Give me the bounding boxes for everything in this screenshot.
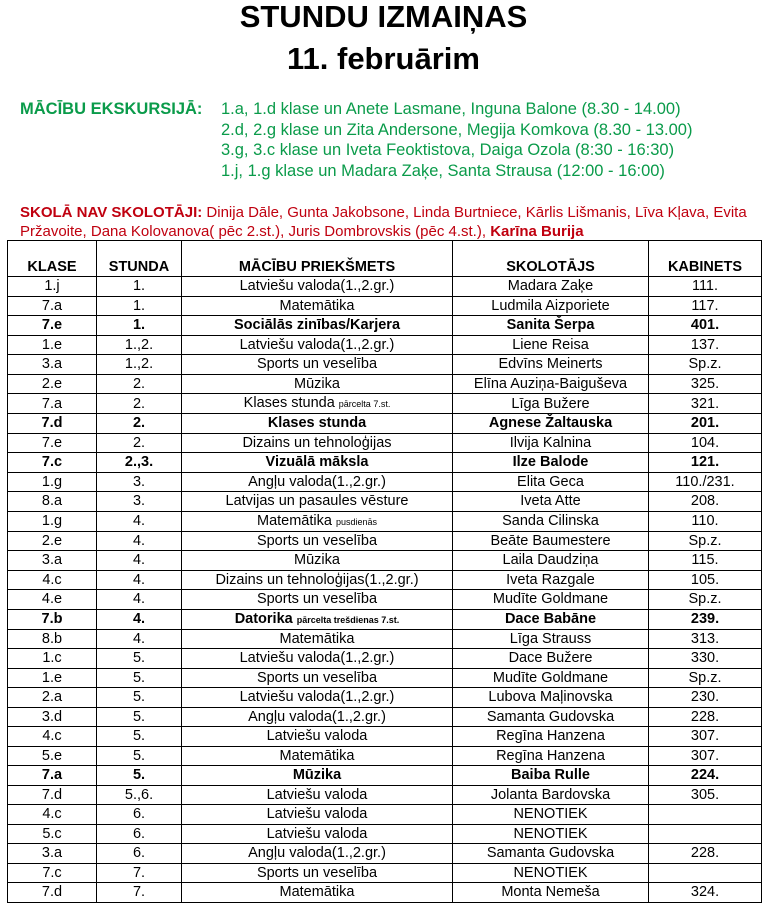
- subject-text: Datorika: [234, 610, 293, 627]
- cell-teacher: Madara Zaķe: [453, 277, 649, 297]
- cell-stunda: 5.: [97, 649, 182, 669]
- cell-teacher: Regīna Hanzena: [453, 727, 649, 747]
- subject-text: Latviešu valoda: [266, 786, 368, 803]
- header-teacher: SKOLOTĀJS: [453, 241, 649, 277]
- cell-stunda: 5.: [97, 688, 182, 708]
- date-heading: 11. februārim: [287, 41, 480, 76]
- cell-klase: 7.a: [8, 394, 97, 414]
- cell-teacher: Līga Bužere: [453, 394, 649, 414]
- cell-room: 208.: [649, 492, 762, 512]
- cell-stunda: 1.,2.: [97, 335, 182, 355]
- subject-text: Matemātika: [279, 630, 355, 647]
- table-row: [8, 570, 762, 590]
- cell-teacher: Liene Reisa: [453, 335, 649, 355]
- cell-subject: [182, 629, 453, 649]
- cell-room: 324.: [649, 883, 762, 903]
- cell-teacher: Beāte Baumestere: [453, 531, 649, 551]
- header-subject: MĀCĪBU PRIEKŠMETS: [182, 241, 453, 277]
- cell-stunda: 1.: [97, 316, 182, 336]
- cell-room: 115.: [649, 551, 762, 571]
- cell-subject: [182, 824, 453, 844]
- subject-text: Matemātika: [279, 747, 355, 764]
- cell-teacher: Ilvija Kalnina: [453, 433, 649, 453]
- subject-text: Sociālās zinības/Karjera: [233, 317, 401, 334]
- cell-klase: 3.a: [8, 844, 97, 864]
- table-row: [8, 649, 762, 669]
- cell-subject: [182, 805, 453, 825]
- cell-room: Sp.z.: [649, 531, 762, 551]
- cell-klase: 1.e: [8, 335, 97, 355]
- table-row: [8, 394, 762, 414]
- cell-stunda: 5.: [97, 727, 182, 747]
- excursion-line: 2.d, 2.g klase un Zita Andersone, Megija Komkova (8.30 - 13.00): [221, 120, 693, 139]
- subject-text: Mūzika: [292, 767, 342, 784]
- cell-teacher: NENOTIEK: [453, 805, 649, 825]
- cell-teacher: Sanda Cilinska: [453, 511, 649, 531]
- subject-text: Sports un veselība: [256, 864, 378, 881]
- subject-text: Matemātika: [279, 297, 355, 314]
- table-row: [8, 863, 762, 883]
- cell-teacher: Regīna Hanzena: [453, 746, 649, 766]
- cell-room: 105.: [649, 570, 762, 590]
- cell-room: Sp.z.: [649, 590, 762, 610]
- cell-klase: 7.e: [8, 316, 97, 336]
- table-row: [8, 766, 762, 786]
- table-row: [8, 472, 762, 492]
- cell-klase: 4.c: [8, 570, 97, 590]
- cell-subject: [182, 883, 453, 903]
- table-body: [8, 277, 762, 903]
- cell-klase: 1.g: [8, 511, 97, 531]
- table-row: [8, 531, 762, 551]
- cell-subject: [182, 688, 453, 708]
- subject-text: Sports un veselība: [256, 669, 378, 686]
- table-row: [8, 844, 762, 864]
- table-row: [8, 746, 762, 766]
- header-stunda: STUNDA: [97, 241, 182, 277]
- cell-room: [649, 863, 762, 883]
- subject-text: Matemātika: [256, 512, 332, 529]
- cell-klase: 7.d: [8, 414, 97, 434]
- cell-teacher: Dace Babāne: [453, 609, 649, 629]
- cell-teacher: Iveta Razgale: [453, 570, 649, 590]
- table-row: [8, 688, 762, 708]
- cell-room: 313.: [649, 629, 762, 649]
- cell-room: Sp.z.: [649, 355, 762, 375]
- subject-text: Latviešu valoda: [266, 806, 368, 823]
- absent-label: SKOLĀ NAV SKOLOTĀJI:: [20, 204, 203, 221]
- subject-text: Matemātika: [279, 884, 355, 901]
- table-row: [8, 374, 762, 394]
- cell-klase: 1.c: [8, 649, 97, 669]
- subject-text: Latviešu valoda(1.,2.gr.): [239, 689, 395, 706]
- cell-teacher: Elita Geca: [453, 472, 649, 492]
- cell-room: 325.: [649, 374, 762, 394]
- cell-room: 228.: [649, 844, 762, 864]
- cell-stunda: 4.: [97, 511, 182, 531]
- subject-text: Sports un veselība: [256, 356, 378, 373]
- cell-teacher: Laila Daudziņa: [453, 551, 649, 571]
- cell-klase: 1.e: [8, 668, 97, 688]
- cell-teacher: Sanita Šerpa: [453, 316, 649, 336]
- cell-stunda: 1.,2.: [97, 355, 182, 375]
- cell-stunda: 4.: [97, 551, 182, 571]
- cell-teacher: Lubova Maļinovska: [453, 688, 649, 708]
- cell-subject: [182, 374, 453, 394]
- cell-subject: [182, 394, 453, 414]
- subject-text: Vizuālā māksla: [265, 454, 369, 471]
- cell-subject: [182, 453, 453, 473]
- cell-stunda: 4.: [97, 531, 182, 551]
- cell-klase: 3.a: [8, 551, 97, 571]
- cell-stunda: 5.: [97, 668, 182, 688]
- table-row: [8, 551, 762, 571]
- page-title: STUNDU IZMAIŅAS: [239, 0, 528, 34]
- cell-klase: 7.b: [8, 609, 97, 629]
- table-row: [8, 453, 762, 473]
- subject-text: Klases stunda: [267, 415, 367, 432]
- cell-teacher: Edvīns Meinerts: [453, 355, 649, 375]
- cell-klase: 3.d: [8, 707, 97, 727]
- cell-stunda: 2.,3.: [97, 453, 182, 473]
- cell-teacher: Monta Nemeša: [453, 883, 649, 903]
- cell-subject: [182, 433, 453, 453]
- cell-klase: 2.a: [8, 688, 97, 708]
- cell-stunda: 2.: [97, 433, 182, 453]
- subject-text: Klases stunda: [243, 395, 335, 411]
- cell-room: 330.: [649, 649, 762, 669]
- cell-stunda: 6.: [97, 844, 182, 864]
- cell-stunda: 4.: [97, 609, 182, 629]
- cell-subject: [182, 863, 453, 883]
- cell-subject: [182, 766, 453, 786]
- cell-klase: 8.b: [8, 629, 97, 649]
- cell-subject: [182, 649, 453, 669]
- cell-subject: [182, 316, 453, 336]
- cell-room: 401.: [649, 316, 762, 336]
- cell-subject: [182, 668, 453, 688]
- table-row: [8, 727, 762, 747]
- cell-subject: [182, 785, 453, 805]
- cell-stunda: 2.: [97, 414, 182, 434]
- subject-text: Latvijas un pasaules vēsture: [225, 493, 409, 510]
- cell-subject: [182, 844, 453, 864]
- table-header-row: [8, 241, 762, 277]
- cell-teacher: Baiba Rulle: [453, 766, 649, 786]
- cell-room: 110./231.: [649, 472, 762, 492]
- subject-note: pārcelta trešdienas 7.st.: [296, 614, 400, 625]
- cell-teacher: Mudīte Goldmane: [453, 590, 649, 610]
- cell-teacher: Iveta Atte: [453, 492, 649, 512]
- cell-room: 117.: [649, 296, 762, 316]
- cell-room: 111.: [649, 277, 762, 297]
- subject-text: Dizains un tehnoloģijas: [242, 434, 392, 451]
- table-row: [8, 355, 762, 375]
- subject-text: Mūzika: [294, 375, 340, 392]
- cell-klase: 8.a: [8, 492, 97, 512]
- cell-stunda: 5.: [97, 707, 182, 727]
- subject-note: pārcelta 7.st.: [338, 399, 391, 409]
- table-row: [8, 316, 762, 336]
- absent-list: Dinija Dāle, Gunta Jakobsone, Linda Burtniece, Kārlis Lišmanis, Līva Kļava, Evita Pržavoite, Dana Kolovanova( pēc 2.st.), Juris Dombrovskis (pēc 4.st.),: [20, 204, 747, 240]
- table-row: [8, 824, 762, 844]
- cell-klase: 7.e: [8, 433, 97, 453]
- cell-room: 321.: [649, 394, 762, 414]
- cell-subject: [182, 355, 453, 375]
- cell-subject: [182, 296, 453, 316]
- cell-room: 110.: [649, 511, 762, 531]
- header-room: KABINETS: [649, 241, 762, 277]
- subject-text: Latviešu valoda: [266, 728, 368, 745]
- cell-stunda: 4.: [97, 629, 182, 649]
- table-row: [8, 277, 762, 297]
- cell-klase: 7.a: [8, 296, 97, 316]
- cell-room: 201.: [649, 414, 762, 434]
- cell-stunda: 6.: [97, 805, 182, 825]
- table-row: [8, 335, 762, 355]
- subject-text: Angļu valoda(1.,2.gr.): [248, 473, 386, 490]
- cell-teacher: Līga Strauss: [453, 629, 649, 649]
- cell-klase: 2.e: [8, 374, 97, 394]
- subject-text: Angļu valoda(1.,2.gr.): [248, 708, 386, 725]
- table-row: [8, 433, 762, 453]
- schedule-table: [7, 240, 762, 903]
- cell-teacher: Agnese Žaltauska: [453, 414, 649, 434]
- cell-teacher: Samanta Gudovska: [453, 844, 649, 864]
- cell-teacher: Jolanta Bardovska: [453, 785, 649, 805]
- cell-stunda: 1.: [97, 296, 182, 316]
- absent-teachers-section: [20, 203, 760, 241]
- cell-room: 121.: [649, 453, 762, 473]
- cell-subject: [182, 551, 453, 571]
- subject-text: Sports un veselība: [256, 591, 378, 608]
- cell-room: 307.: [649, 746, 762, 766]
- table-row: [8, 590, 762, 610]
- cell-subject: [182, 277, 453, 297]
- cell-subject: [182, 570, 453, 590]
- cell-klase: 7.c: [8, 453, 97, 473]
- table-row: [8, 668, 762, 688]
- cell-subject: [182, 707, 453, 727]
- cell-klase: 7.d: [8, 883, 97, 903]
- cell-room: 104.: [649, 433, 762, 453]
- cell-room: 239.: [649, 609, 762, 629]
- cell-subject: [182, 531, 453, 551]
- cell-teacher: Dace Bužere: [453, 649, 649, 669]
- cell-klase: 2.e: [8, 531, 97, 551]
- cell-teacher: Ludmila Aizporiete: [453, 296, 649, 316]
- cell-subject: [182, 472, 453, 492]
- excursion-label: MĀCĪBU EKSKURSIJĀ:: [20, 100, 203, 118]
- subject-note: pusdienās: [335, 516, 378, 527]
- cell-stunda: 4.: [97, 570, 182, 590]
- cell-room: 137.: [649, 335, 762, 355]
- cell-subject: [182, 609, 453, 629]
- excursion-line: 3.g, 3.c klase un Iveta Feoktistova, Daiga Ozola (8:30 - 16:30): [221, 141, 675, 159]
- table-row: [8, 511, 762, 531]
- cell-klase: 4.e: [8, 590, 97, 610]
- cell-room: 228.: [649, 707, 762, 727]
- cell-stunda: 5.: [97, 746, 182, 766]
- cell-subject: [182, 492, 453, 512]
- cell-klase: 5.e: [8, 746, 97, 766]
- cell-teacher: Ilze Balode: [453, 453, 649, 473]
- subject-text: Angļu valoda(1.,2.gr.): [248, 845, 386, 862]
- cell-klase: 7.d: [8, 785, 97, 805]
- cell-stunda: 7.: [97, 883, 182, 903]
- cell-teacher: NENOTIEK: [453, 824, 649, 844]
- cell-room: [649, 824, 762, 844]
- cell-klase: 4.c: [8, 805, 97, 825]
- cell-stunda: 3.: [97, 472, 182, 492]
- table-row: [8, 609, 762, 629]
- cell-stunda: 2.: [97, 374, 182, 394]
- subject-text: Latviešu valoda: [266, 825, 368, 842]
- cell-teacher: Elīna Auziņa-Baiguševa: [453, 374, 649, 394]
- subject-text: Sports un veselība: [256, 532, 378, 549]
- table-row: [8, 785, 762, 805]
- table-row: [8, 492, 762, 512]
- table-row: [8, 707, 762, 727]
- cell-klase: 1.j: [8, 277, 97, 297]
- table-row: [8, 629, 762, 649]
- cell-teacher: Samanta Gudovska: [453, 707, 649, 727]
- table-row: [8, 414, 762, 434]
- subject-text: Latviešu valoda(1.,2.gr.): [239, 278, 395, 295]
- subject-text: Dizains un tehnoloģijas(1.,2.gr.): [215, 571, 419, 588]
- subject-text: Mūzika: [294, 552, 340, 569]
- cell-room: [649, 805, 762, 825]
- subject-text: Latviešu valoda(1.,2.gr.): [239, 650, 395, 667]
- cell-stunda: 5.: [97, 766, 182, 786]
- table-row: [8, 805, 762, 825]
- cell-room: 224.: [649, 766, 762, 786]
- cell-klase: 4.c: [8, 727, 97, 747]
- cell-stunda: 2.: [97, 394, 182, 414]
- cell-stunda: 3.: [97, 492, 182, 512]
- cell-stunda: 7.: [97, 863, 182, 883]
- cell-stunda: 4.: [97, 590, 182, 610]
- cell-subject: [182, 590, 453, 610]
- cell-subject: [182, 414, 453, 434]
- cell-room: 230.: [649, 688, 762, 708]
- cell-stunda: 1.: [97, 277, 182, 297]
- excursion-line: 1.j, 1.g klase un Madara Zaķe, Santa Strausa (12:00 - 16:00): [221, 161, 665, 180]
- cell-room: 307.: [649, 727, 762, 747]
- cell-subject: [182, 746, 453, 766]
- absent-bold-name: Karīna Burija: [490, 223, 584, 240]
- cell-room: 305.: [649, 785, 762, 805]
- table-row: [8, 296, 762, 316]
- subject-text: Latviešu valoda(1.,2.gr.): [239, 336, 395, 353]
- excursion-line: 1.a, 1.d klase un Anete Lasmane, Inguna Balone (8.30 - 14.00): [221, 100, 681, 118]
- excursion-section: [20, 99, 692, 181]
- cell-klase: 5.c: [8, 824, 97, 844]
- cell-subject: [182, 511, 453, 531]
- cell-klase: 7.c: [8, 863, 97, 883]
- cell-klase: 3.a: [8, 355, 97, 375]
- cell-klase: 7.a: [8, 766, 97, 786]
- cell-subject: [182, 335, 453, 355]
- cell-klase: 1.g: [8, 472, 97, 492]
- cell-teacher: NENOTIEK: [453, 863, 649, 883]
- cell-stunda: 6.: [97, 824, 182, 844]
- cell-teacher: Mudīte Goldmane: [453, 668, 649, 688]
- cell-subject: [182, 727, 453, 747]
- cell-stunda: 5.,6.: [97, 785, 182, 805]
- table-row: [8, 883, 762, 903]
- header-klase: KLASE: [8, 241, 97, 277]
- cell-room: Sp.z.: [649, 668, 762, 688]
